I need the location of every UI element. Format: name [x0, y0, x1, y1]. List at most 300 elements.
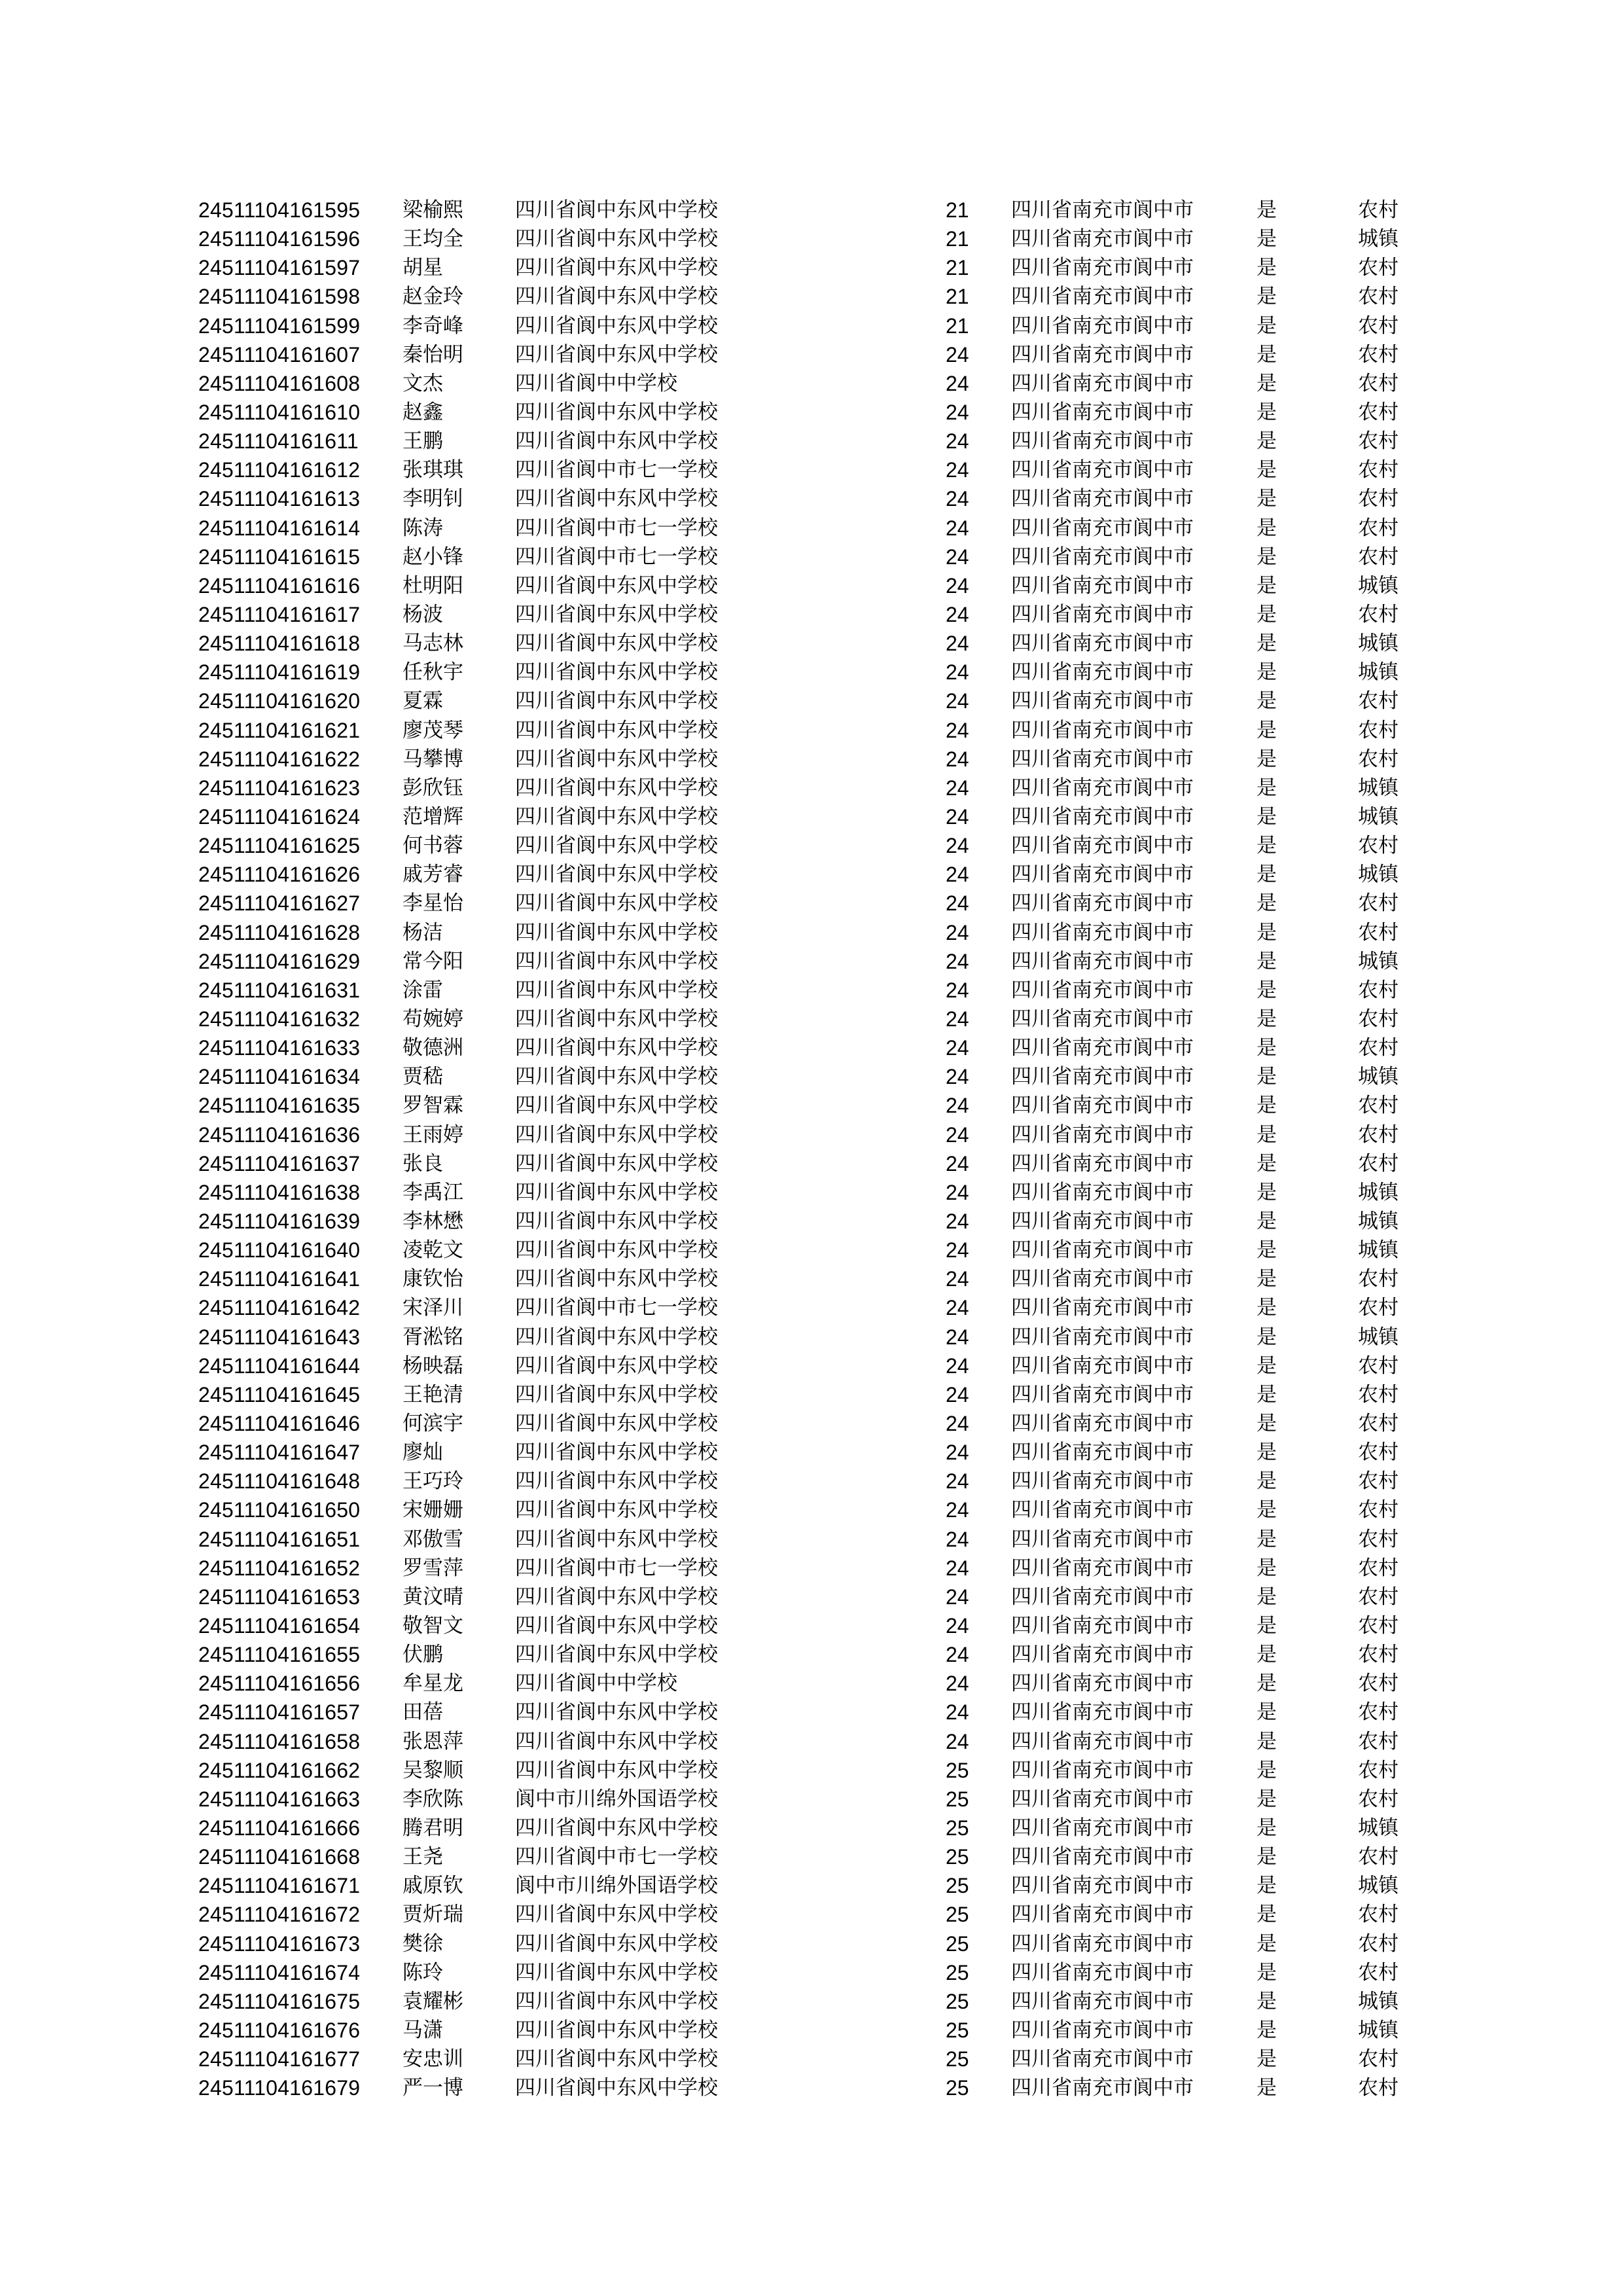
exam-id-cell: 24511104161655: [198, 1643, 361, 1667]
student-list-table: [198, 196, 1436, 2102]
region-cell: 四川省南充市阆中市: [1011, 632, 1194, 656]
table-row: [198, 1554, 1436, 1583]
region-cell: 四川省南充市阆中市: [1011, 256, 1194, 280]
eligibility-flag-cell: 是: [1257, 1787, 1277, 1811]
score-cell: 24: [946, 632, 969, 656]
score-cell: 25: [946, 1931, 969, 1956]
eligibility-flag-cell: 是: [1257, 1469, 1277, 1494]
eligibility-flag-cell: 是: [1257, 429, 1277, 454]
region-cell: 四川省南充市阆中市: [1011, 1036, 1194, 1060]
table-row: [198, 1409, 1436, 1438]
score-cell: 24: [946, 1498, 969, 1522]
region-cell: 四川省南充市阆中市: [1011, 1816, 1194, 1840]
eligibility-flag-cell: 是: [1257, 1065, 1277, 1089]
score-cell: 21: [946, 285, 969, 309]
exam-id-cell: 24511104161676: [198, 2018, 361, 2042]
eligibility-flag-cell: 是: [1257, 718, 1277, 742]
student-name-cell: 王巧玲: [402, 1469, 463, 1494]
score-cell: 24: [946, 949, 969, 973]
exam-id-cell: 24511104161657: [198, 1700, 361, 1725]
student-name-cell: 贾嵇: [402, 1065, 443, 1089]
region-cell: 四川省南充市阆中市: [1011, 371, 1194, 395]
region-cell: 四川省南充市阆中市: [1011, 429, 1194, 454]
residence-type-cell: 城镇: [1358, 1325, 1399, 1349]
exam-id-cell: 24511104161633: [198, 1036, 361, 1060]
school-cell: 四川省阆中市七一学校: [515, 545, 718, 569]
student-name-cell: 王雨婷: [402, 1122, 463, 1147]
exam-id-cell: 24511104161674: [198, 1960, 361, 1984]
table-row: [198, 1380, 1436, 1409]
residence-type-cell: 农村: [1358, 1556, 1399, 1580]
score-cell: 24: [946, 1527, 969, 1551]
school-cell: 四川省阆中市七一学校: [515, 458, 718, 482]
student-name-cell: 秦怡明: [402, 342, 463, 367]
residence-type-cell: 城镇: [1358, 2018, 1399, 2042]
student-name-cell: 严一博: [402, 2076, 463, 2100]
region-cell: 四川省南充市阆中市: [1011, 2047, 1194, 2072]
school-cell: 四川省阆中东风中学校: [515, 1325, 718, 1349]
student-name-cell: 杨映磊: [402, 1354, 463, 1378]
exam-id-cell: 24511104161615: [198, 545, 361, 569]
region-cell: 四川省南充市阆中市: [1011, 747, 1194, 771]
table-row: [198, 1958, 1436, 1987]
school-cell: 四川省阆中东风中学校: [515, 1267, 718, 1291]
region-cell: 四川省南充市阆中市: [1011, 1729, 1194, 1753]
exam-id-cell: 24511104161672: [198, 1903, 361, 1927]
school-cell: 阆中市川绵外国语学校: [515, 1787, 718, 1811]
student-name-cell: 吴黎顺: [402, 1758, 463, 1782]
school-cell: 四川省阆中东风中学校: [515, 1700, 718, 1725]
school-cell: 四川省阆中市七一学校: [515, 1845, 718, 1869]
eligibility-flag-cell: 是: [1257, 371, 1277, 395]
residence-type-cell: 农村: [1358, 1729, 1399, 1753]
residence-type-cell: 农村: [1358, 401, 1399, 425]
school-cell: 四川省阆中东风中学校: [515, 1411, 718, 1435]
region-cell: 四川省南充市阆中市: [1011, 1527, 1194, 1551]
school-cell: 四川省阆中东风中学校: [515, 1382, 718, 1407]
student-name-cell: 马志林: [402, 632, 463, 656]
score-cell: 24: [946, 1238, 969, 1263]
school-cell: 四川省阆中东风中学校: [515, 1758, 718, 1782]
table-row: [198, 253, 1436, 282]
exam-id-cell: 24511104161654: [198, 1613, 361, 1638]
region-cell: 四川省南充市阆中市: [1011, 805, 1194, 829]
exam-id-cell: 24511104161662: [198, 1758, 361, 1782]
region-cell: 四川省南充市阆中市: [1011, 1931, 1194, 1956]
score-cell: 21: [946, 198, 969, 223]
residence-type-cell: 农村: [1358, 285, 1399, 309]
table-row: [198, 1265, 1436, 1293]
school-cell: 四川省阆中东风中学校: [515, 2047, 718, 2072]
residence-type-cell: 农村: [1358, 342, 1399, 367]
exam-id-cell: 24511104161610: [198, 401, 361, 425]
region-cell: 四川省南充市阆中市: [1011, 1989, 1194, 2013]
school-cell: 四川省阆中东风中学校: [515, 834, 718, 858]
residence-type-cell: 农村: [1358, 1411, 1399, 1435]
score-cell: 24: [946, 342, 969, 367]
residence-type-cell: 农村: [1358, 1643, 1399, 1667]
school-cell: 四川省阆中东风中学校: [515, 891, 718, 916]
score-cell: 24: [946, 1354, 969, 1378]
region-cell: 四川省南充市阆中市: [1011, 1325, 1194, 1349]
table-row: [198, 1033, 1436, 1062]
school-cell: 四川省阆中东风中学校: [515, 1238, 718, 1263]
exam-id-cell: 24511104161614: [198, 516, 361, 540]
student-name-cell: 田蓓: [402, 1700, 443, 1725]
region-cell: 四川省南充市阆中市: [1011, 1209, 1194, 1233]
exam-id-cell: 24511104161619: [198, 660, 361, 685]
score-cell: 24: [946, 1729, 969, 1753]
exam-id-cell: 24511104161635: [198, 1094, 361, 1118]
table-row: [198, 831, 1436, 860]
school-cell: 四川省阆中东风中学校: [515, 1931, 718, 1956]
table-row: [198, 1293, 1436, 1322]
student-name-cell: 杨洁: [402, 920, 443, 944]
region-cell: 四川省南充市阆中市: [1011, 660, 1194, 685]
region-cell: 四川省南充市阆中市: [1011, 689, 1194, 713]
school-cell: 四川省阆中市七一学校: [515, 1296, 718, 1320]
region-cell: 四川省南充市阆中市: [1011, 2076, 1194, 2100]
eligibility-flag-cell: 是: [1257, 1441, 1277, 1465]
table-row: [198, 369, 1436, 398]
region-cell: 四川省南充市阆中市: [1011, 1151, 1194, 1175]
school-cell: 四川省阆中东风中学校: [515, 256, 718, 280]
table-row: [198, 1062, 1436, 1091]
score-cell: 24: [946, 458, 969, 482]
school-cell: 四川省阆中东风中学校: [515, 2018, 718, 2042]
residence-type-cell: 农村: [1358, 603, 1399, 627]
residence-type-cell: 城镇: [1358, 1989, 1399, 2013]
eligibility-flag-cell: 是: [1257, 573, 1277, 598]
eligibility-flag-cell: 是: [1257, 834, 1277, 858]
residence-type-cell: 城镇: [1358, 573, 1399, 598]
table-row: [198, 860, 1436, 889]
school-cell: 四川省阆中东风中学校: [515, 1036, 718, 1060]
exam-id-cell: 24511104161631: [198, 978, 361, 1002]
region-cell: 四川省南充市阆中市: [1011, 1700, 1194, 1725]
residence-type-cell: 农村: [1358, 516, 1399, 540]
exam-id-cell: 24511104161611: [198, 429, 359, 454]
residence-type-cell: 农村: [1358, 198, 1399, 223]
school-cell: 四川省阆中东风中学校: [515, 689, 718, 713]
region-cell: 四川省南充市阆中市: [1011, 920, 1194, 944]
eligibility-flag-cell: 是: [1257, 314, 1277, 338]
region-cell: 四川省南充市阆中市: [1011, 1238, 1194, 1263]
student-name-cell: 赵小锋: [402, 545, 463, 569]
residence-type-cell: 城镇: [1358, 863, 1399, 887]
student-name-cell: 赵金玲: [402, 285, 463, 309]
eligibility-flag-cell: 是: [1257, 1267, 1277, 1291]
score-cell: 25: [946, 1874, 969, 1898]
eligibility-flag-cell: 是: [1257, 256, 1277, 280]
school-cell: 四川省阆中东风中学校: [515, 632, 718, 656]
residence-type-cell: 城镇: [1358, 949, 1399, 973]
table-row: [198, 282, 1436, 311]
residence-type-cell: 农村: [1358, 920, 1399, 944]
exam-id-cell: 24511104161627: [198, 891, 361, 916]
eligibility-flag-cell: 是: [1257, 1354, 1277, 1378]
exam-id-cell: 24511104161596: [198, 227, 361, 251]
eligibility-flag-cell: 是: [1257, 920, 1277, 944]
school-cell: 四川省阆中东风中学校: [515, 1643, 718, 1667]
exam-id-cell: 24511104161632: [198, 1007, 361, 1031]
score-cell: 24: [946, 371, 969, 395]
eligibility-flag-cell: 是: [1257, 1411, 1277, 1435]
eligibility-flag-cell: 是: [1257, 1931, 1277, 1956]
score-cell: 24: [946, 1643, 969, 1667]
score-cell: 24: [946, 891, 969, 916]
residence-type-cell: 城镇: [1358, 805, 1399, 829]
table-row: [198, 312, 1436, 340]
eligibility-flag-cell: 是: [1257, 1209, 1277, 1233]
school-cell: 四川省阆中东风中学校: [515, 978, 718, 1002]
table-row: [198, 1698, 1436, 1727]
score-cell: 24: [946, 1065, 969, 1089]
student-name-cell: 腾君明: [402, 1816, 463, 1840]
exam-id-cell: 24511104161658: [198, 1729, 361, 1753]
student-name-cell: 何书蓉: [402, 834, 463, 858]
score-cell: 24: [946, 545, 969, 569]
score-cell: 24: [946, 660, 969, 685]
eligibility-flag-cell: 是: [1257, 1960, 1277, 1984]
residence-type-cell: 农村: [1358, 747, 1399, 771]
table-row: [198, 514, 1436, 543]
exam-id-cell: 24511104161668: [198, 1845, 361, 1869]
exam-id-cell: 24511104161607: [198, 342, 361, 367]
region-cell: 四川省南充市阆中市: [1011, 1787, 1194, 1811]
exam-id-cell: 24511104161623: [198, 776, 361, 800]
table-row: [198, 340, 1436, 369]
school-cell: 四川省阆中中学校: [515, 371, 677, 395]
table-row: [198, 1438, 1436, 1467]
eligibility-flag-cell: 是: [1257, 1007, 1277, 1031]
student-name-cell: 牟星龙: [402, 1672, 463, 1696]
table-row: [198, 1611, 1436, 1640]
region-cell: 四川省南充市阆中市: [1011, 1758, 1194, 1782]
school-cell: 四川省阆中东风中学校: [515, 1209, 718, 1233]
student-name-cell: 张琪琪: [402, 458, 463, 482]
table-row: [198, 1207, 1436, 1236]
school-cell: 四川省阆中东风中学校: [515, 603, 718, 627]
score-cell: 21: [946, 314, 969, 338]
student-name-cell: 黄汶晴: [402, 1585, 463, 1609]
residence-type-cell: 农村: [1358, 1122, 1399, 1147]
eligibility-flag-cell: 是: [1257, 1729, 1277, 1753]
eligibility-flag-cell: 是: [1257, 1036, 1277, 1060]
exam-id-cell: 24511104161616: [198, 573, 361, 598]
table-row: [198, 427, 1436, 456]
region-cell: 四川省南充市阆中市: [1011, 516, 1194, 540]
residence-type-cell: 城镇: [1358, 660, 1399, 685]
table-row: [198, 1467, 1436, 1496]
residence-type-cell: 农村: [1358, 1613, 1399, 1638]
eligibility-flag-cell: 是: [1257, 342, 1277, 367]
student-name-cell: 邓傲雪: [402, 1527, 463, 1551]
table-row: [198, 774, 1436, 802]
score-cell: 24: [946, 1267, 969, 1291]
school-cell: 四川省阆中东风中学校: [515, 429, 718, 454]
table-row: [198, 1842, 1436, 1871]
table-row: [198, 1583, 1436, 1611]
table-row: [198, 1871, 1436, 1900]
exam-id-cell: 24511104161620: [198, 689, 361, 713]
residence-type-cell: 城镇: [1358, 1065, 1399, 1089]
region-cell: 四川省南充市阆中市: [1011, 198, 1194, 223]
student-name-cell: 敬智文: [402, 1613, 463, 1638]
table-row: [198, 1987, 1436, 2016]
exam-id-cell: 24511104161652: [198, 1556, 361, 1580]
score-cell: 24: [946, 429, 969, 454]
score-cell: 24: [946, 718, 969, 742]
score-cell: 24: [946, 1036, 969, 1060]
score-cell: 24: [946, 747, 969, 771]
region-cell: 四川省南充市阆中市: [1011, 314, 1194, 338]
student-name-cell: 宋姗姗: [402, 1498, 463, 1522]
student-name-cell: 赵鑫: [402, 401, 443, 425]
exam-id-cell: 24511104161677: [198, 2047, 361, 2072]
school-cell: 四川省阆中东风中学校: [515, 949, 718, 973]
table-row: [198, 224, 1436, 253]
school-cell: 四川省阆中东风中学校: [515, 1613, 718, 1638]
exam-id-cell: 24511104161618: [198, 632, 361, 656]
exam-id-cell: 24511104161598: [198, 285, 361, 309]
school-cell: 四川省阆中东风中学校: [515, 342, 718, 367]
school-cell: 四川省阆中东风中学校: [515, 2076, 718, 2100]
exam-id-cell: 24511104161628: [198, 920, 361, 944]
residence-type-cell: 农村: [1358, 1527, 1399, 1551]
region-cell: 四川省南充市阆中市: [1011, 1585, 1194, 1609]
school-cell: 四川省阆中东风中学校: [515, 1180, 718, 1204]
region-cell: 四川省南充市阆中市: [1011, 458, 1194, 482]
table-row: [198, 976, 1436, 1005]
school-cell: 四川省阆中东风中学校: [515, 401, 718, 425]
school-cell: 四川省阆中东风中学校: [515, 1903, 718, 1927]
exam-id-cell: 24511104161643: [198, 1325, 361, 1349]
exam-id-cell: 24511104161622: [198, 747, 361, 771]
student-name-cell: 廖灿: [402, 1441, 443, 1465]
score-cell: 25: [946, 2076, 969, 2100]
student-name-cell: 罗智霖: [402, 1094, 463, 1118]
residence-type-cell: 农村: [1358, 1094, 1399, 1118]
table-row: [198, 1900, 1436, 1929]
eligibility-flag-cell: 是: [1257, 1585, 1277, 1609]
exam-id-cell: 24511104161675: [198, 1989, 361, 2013]
residence-type-cell: 农村: [1358, 487, 1399, 511]
student-name-cell: 李奇峰: [402, 314, 463, 338]
region-cell: 四川省南充市阆中市: [1011, 1845, 1194, 1869]
eligibility-flag-cell: 是: [1257, 1122, 1277, 1147]
exam-id-cell: 24511104161634: [198, 1065, 361, 1089]
score-cell: 24: [946, 920, 969, 944]
exam-id-cell: 24511104161656: [198, 1672, 361, 1696]
table-row: [198, 629, 1436, 658]
residence-type-cell: 农村: [1358, 891, 1399, 916]
school-cell: 四川省阆中东风中学校: [515, 805, 718, 829]
score-cell: 24: [946, 1296, 969, 1320]
eligibility-flag-cell: 是: [1257, 747, 1277, 771]
eligibility-flag-cell: 是: [1257, 1874, 1277, 1898]
region-cell: 四川省南充市阆中市: [1011, 1613, 1194, 1638]
score-cell: 24: [946, 776, 969, 800]
residence-type-cell: 城镇: [1358, 1874, 1399, 1898]
table-row: [198, 600, 1436, 629]
student-name-cell: 袁耀彬: [402, 1989, 463, 2013]
residence-type-cell: 农村: [1358, 1758, 1399, 1782]
student-name-cell: 胡星: [402, 256, 443, 280]
student-name-cell: 王尧: [402, 1845, 443, 1869]
score-cell: 24: [946, 978, 969, 1002]
school-cell: 四川省阆中东风中学校: [515, 1960, 718, 1984]
region-cell: 四川省南充市阆中市: [1011, 1960, 1194, 1984]
school-cell: 阆中市川绵外国语学校: [515, 1874, 718, 1898]
exam-id-cell: 24511104161641: [198, 1267, 361, 1291]
residence-type-cell: 农村: [1358, 689, 1399, 713]
score-cell: 24: [946, 1180, 969, 1204]
score-cell: 24: [946, 1122, 969, 1147]
student-name-cell: 王鹏: [402, 429, 443, 454]
region-cell: 四川省南充市阆中市: [1011, 342, 1194, 367]
region-cell: 四川省南充市阆中市: [1011, 1296, 1194, 1320]
exam-id-cell: 24511104161646: [198, 1411, 361, 1435]
region-cell: 四川省南充市阆中市: [1011, 1469, 1194, 1494]
eligibility-flag-cell: 是: [1257, 603, 1277, 627]
school-cell: 四川省阆中东风中学校: [515, 1151, 718, 1175]
student-name-cell: 罗雪萍: [402, 1556, 463, 1580]
eligibility-flag-cell: 是: [1257, 401, 1277, 425]
exam-id-cell: 24511104161648: [198, 1469, 361, 1494]
student-name-cell: 苟婉婷: [402, 1007, 463, 1031]
school-cell: 四川省阆中东风中学校: [515, 314, 718, 338]
exam-id-cell: 24511104161642: [198, 1296, 361, 1320]
score-cell: 24: [946, 1325, 969, 1349]
residence-type-cell: 城镇: [1358, 776, 1399, 800]
table-row: [198, 1178, 1436, 1207]
residence-type-cell: 农村: [1358, 371, 1399, 395]
school-cell: 四川省阆中东风中学校: [515, 1122, 718, 1147]
eligibility-flag-cell: 是: [1257, 805, 1277, 829]
student-name-cell: 马潇: [402, 2018, 443, 2042]
residence-type-cell: 农村: [1358, 1382, 1399, 1407]
region-cell: 四川省南充市阆中市: [1011, 1094, 1194, 1118]
region-cell: 四川省南充市阆中市: [1011, 863, 1194, 887]
table-row: [198, 802, 1436, 831]
table-row: [198, 1524, 1436, 1553]
score-cell: 24: [946, 1441, 969, 1465]
residence-type-cell: 农村: [1358, 1585, 1399, 1609]
region-cell: 四川省南充市阆中市: [1011, 573, 1194, 598]
region-cell: 四川省南充市阆中市: [1011, 285, 1194, 309]
exam-id-cell: 24511104161647: [198, 1441, 361, 1465]
residence-type-cell: 农村: [1358, 2047, 1399, 2072]
eligibility-flag-cell: 是: [1257, 1325, 1277, 1349]
region-cell: 四川省南充市阆中市: [1011, 603, 1194, 627]
school-cell: 四川省阆中东风中学校: [515, 1527, 718, 1551]
score-cell: 24: [946, 1094, 969, 1118]
eligibility-flag-cell: 是: [1257, 1903, 1277, 1927]
residence-type-cell: 农村: [1358, 718, 1399, 742]
residence-type-cell: 农村: [1358, 1700, 1399, 1725]
score-cell: 24: [946, 401, 969, 425]
table-row: [198, 1352, 1436, 1380]
eligibility-flag-cell: 是: [1257, 949, 1277, 973]
exam-id-cell: 24511104161644: [198, 1354, 361, 1378]
table-row: [198, 2073, 1436, 2102]
table-row: [198, 947, 1436, 976]
residence-type-cell: 农村: [1358, 1931, 1399, 1956]
eligibility-flag-cell: 是: [1257, 1816, 1277, 1840]
student-name-cell: 马攀博: [402, 747, 463, 771]
school-cell: 四川省阆中东风中学校: [515, 285, 718, 309]
